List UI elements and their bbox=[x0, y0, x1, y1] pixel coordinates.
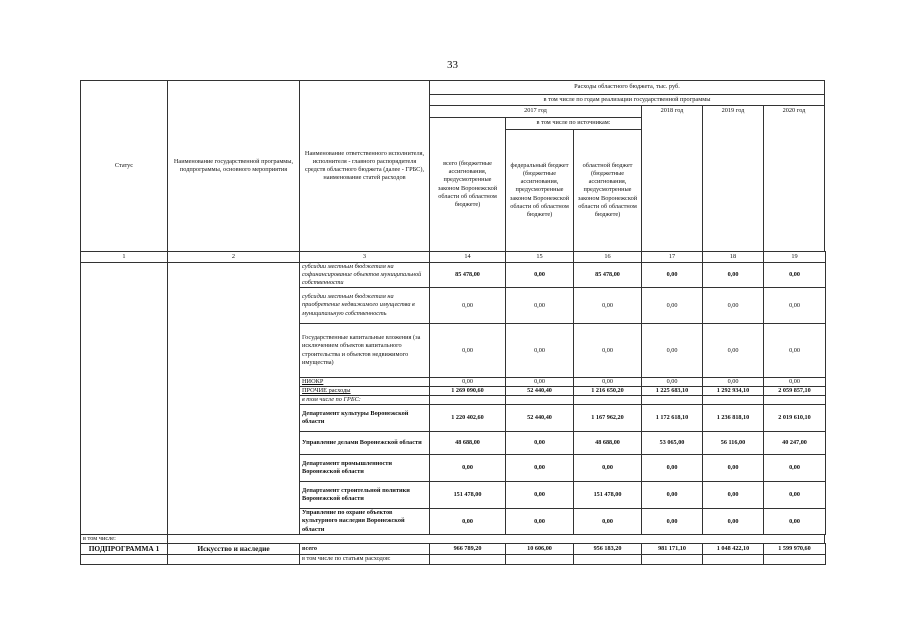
row-value: 0,00 bbox=[702, 377, 764, 387]
column-number: 19 bbox=[763, 251, 826, 263]
row-value: 0,00 bbox=[763, 287, 826, 324]
row-value: 0,00 bbox=[573, 323, 642, 378]
row-value: 0,00 bbox=[429, 454, 506, 482]
row-label bbox=[299, 481, 430, 509]
row-value: 1 167 962,20 bbox=[573, 404, 642, 432]
column-number: 17 bbox=[641, 251, 703, 263]
row-value: 56 116,00 bbox=[702, 431, 764, 455]
row-label bbox=[299, 404, 430, 432]
row-label bbox=[299, 454, 430, 482]
row-label-text: Департамент строительной политики Воронежской области bbox=[302, 486, 410, 502]
header-by-sources: в том числе по источникам: bbox=[505, 117, 642, 130]
row-label-text: Управление делами Воронежской области bbox=[302, 438, 422, 446]
row-value: 52 440,40 bbox=[505, 404, 574, 432]
row-value: 40 247,00 bbox=[763, 431, 826, 455]
empty-cell bbox=[505, 554, 574, 565]
empty-cell bbox=[763, 554, 826, 565]
header-by-years: в том числе по годам реализации государственной программы bbox=[429, 94, 825, 106]
row-value: 0,00 bbox=[505, 323, 574, 378]
header-program-name: Наименование государственной программы, подпрограммы, основного мероприятия bbox=[167, 80, 300, 252]
row-label-text: НИОКР bbox=[302, 377, 324, 385]
row-label-text: Департамент культуры Воронежской области bbox=[302, 409, 409, 425]
row-value: 0,00 bbox=[641, 508, 703, 535]
subprogram-name: Искусство и наследие bbox=[167, 543, 300, 555]
header-2017: 2017 год bbox=[429, 105, 642, 118]
header-regional-2017: областной бюджет (бюджетные ассигнования, предусмотренные законом Воронежской области об областном бюджете) bbox=[573, 129, 642, 252]
subprogram-label: всего bbox=[299, 543, 430, 555]
row-value: 0,00 bbox=[702, 454, 764, 482]
row-label bbox=[299, 508, 430, 535]
row-value: 1 236 818,10 bbox=[702, 404, 764, 432]
page-number: 33 bbox=[447, 59, 458, 71]
row-value: 0,00 bbox=[429, 508, 506, 535]
row-value: 0,00 bbox=[702, 262, 764, 288]
row-value: 0,00 bbox=[505, 287, 574, 324]
row-label-text: ПРОЧИЕ расходы bbox=[302, 386, 351, 394]
row-value: 1 225 683,10 bbox=[641, 386, 703, 396]
row-value: 0,00 bbox=[763, 262, 826, 288]
row-label-text: субсидии местным бюджетам на приобретение недвижимого имущества в муниципальную собственность bbox=[302, 293, 415, 317]
row-value: 0,00 bbox=[702, 287, 764, 324]
row-value: 0,00 bbox=[573, 287, 642, 324]
empty-cell bbox=[573, 554, 642, 565]
row-value: 0,00 bbox=[763, 481, 826, 509]
row-value: 0,00 bbox=[505, 481, 574, 509]
row-value: 0,00 bbox=[763, 508, 826, 535]
row-value: 1 292 934,10 bbox=[702, 386, 764, 396]
subprogram-value: 981 171,10 bbox=[641, 543, 703, 555]
empty-cell bbox=[80, 554, 168, 565]
row-value: 0,00 bbox=[702, 323, 764, 378]
row-value: 85 478,00 bbox=[429, 262, 506, 288]
row-label-text: Департамент промышленности Воронежской области bbox=[302, 459, 393, 475]
row-value: 48 688,00 bbox=[429, 431, 506, 455]
row-value: 151 478,00 bbox=[573, 481, 642, 509]
row-value: 151 478,00 bbox=[429, 481, 506, 509]
row-value: 85 478,00 bbox=[573, 262, 642, 288]
row-value: 1 269 090,60 bbox=[429, 386, 506, 396]
row-label bbox=[299, 431, 430, 455]
row-value: 0,00 bbox=[702, 508, 764, 535]
row-value: 0,00 bbox=[429, 377, 506, 387]
subprogram-status: ПОДПРОГРАММА 1 bbox=[80, 543, 168, 555]
row-value: 2 059 857,10 bbox=[763, 386, 826, 396]
empty-cell bbox=[702, 554, 764, 565]
subprogram-value: 1 048 422,10 bbox=[702, 543, 764, 555]
row-value: 2 019 610,10 bbox=[763, 404, 826, 432]
row-label bbox=[299, 323, 430, 378]
row-value: 0,00 bbox=[573, 454, 642, 482]
row-label bbox=[299, 287, 430, 324]
header-expenses: Расходы областного бюджета, тыс. руб. bbox=[429, 80, 825, 95]
breakdown-label: в том числе по статьям расходов: bbox=[299, 554, 430, 565]
row-value: 1 220 402,60 bbox=[429, 404, 506, 432]
row-value: 0,00 bbox=[429, 323, 506, 378]
row-value: 0,00 bbox=[641, 262, 703, 288]
row-value: 0,00 bbox=[641, 481, 703, 509]
subprogram-value: 1 599 970,60 bbox=[763, 543, 826, 555]
row-value: 0,00 bbox=[641, 323, 703, 378]
row-value: 1 216 650,20 bbox=[573, 386, 642, 396]
program-empty-cell bbox=[167, 262, 300, 535]
row-value: 0,00 bbox=[641, 377, 703, 387]
status-empty-cell bbox=[80, 262, 168, 535]
header-federal-2017: федеральный бюджет (бюджетные ассигнования, предусмотренные законом Воронежской области об областном бюджете) bbox=[505, 129, 574, 252]
row-value: 1 172 618,10 bbox=[641, 404, 703, 432]
header-executor: Наименование ответственного исполнителя, исполнителя - главного распорядителя средств областного бюджета (далее - ГРБС), наименование статей расходов bbox=[299, 80, 430, 252]
row-value: 0,00 bbox=[505, 431, 574, 455]
row-value: 53 065,00 bbox=[641, 431, 703, 455]
row-label-text: в том числе по ГРБС: bbox=[302, 395, 361, 403]
subprogram-value: 10 606,00 bbox=[505, 543, 574, 555]
column-number: 2 bbox=[167, 251, 300, 263]
header-2018: 2018 год bbox=[641, 105, 703, 252]
row-value: 0,00 bbox=[573, 508, 642, 535]
column-number: 15 bbox=[505, 251, 574, 263]
header-status: Статус bbox=[80, 80, 168, 252]
row-label-text: Государственные капитальные вложения (за исключением объектов капитального строительства и объектов недвижимого имущества) bbox=[302, 334, 421, 366]
row-value: 0,00 bbox=[429, 287, 506, 324]
row-label-text: субсидии местным бюджетам на софинансирование объектов муниципальной собственности bbox=[302, 262, 422, 287]
row-value: 0,00 bbox=[702, 481, 764, 509]
budget-table bbox=[80, 80, 824, 573]
row-value: 0,00 bbox=[641, 454, 703, 482]
column-number: 1 bbox=[80, 251, 168, 263]
row-value: 0,00 bbox=[505, 454, 574, 482]
empty-cell bbox=[429, 554, 506, 565]
empty-cell bbox=[167, 554, 300, 565]
header-total-2017: всего (бюджетные ассигнования, предусмотренные законом Воронежской области об областном бюджете) bbox=[429, 117, 506, 252]
header-2020: 2020 год bbox=[763, 105, 825, 252]
in-that-number: в том числе: bbox=[80, 534, 168, 544]
subprogram-value: 956 183,20 bbox=[573, 543, 642, 555]
row-value: 0,00 bbox=[505, 377, 574, 387]
row-value: 0,00 bbox=[505, 262, 574, 288]
row-value: 0,00 bbox=[763, 377, 826, 387]
row-value: 48 688,00 bbox=[573, 431, 642, 455]
column-number: 18 bbox=[702, 251, 764, 263]
row-value: 0,00 bbox=[641, 287, 703, 324]
subprogram-value: 966 789,20 bbox=[429, 543, 506, 555]
row-label bbox=[299, 262, 430, 288]
row-label-text: Управление по охране объектов культурного наследия Воронежской области bbox=[302, 509, 405, 533]
column-number: 14 bbox=[429, 251, 506, 263]
header-2019: 2019 год bbox=[702, 105, 764, 252]
column-number: 16 bbox=[573, 251, 642, 263]
empty-cell bbox=[641, 554, 703, 565]
row-value: 0,00 bbox=[763, 454, 826, 482]
row-value: 0,00 bbox=[573, 377, 642, 387]
column-number: 3 bbox=[299, 251, 430, 263]
row-value: 0,00 bbox=[763, 323, 826, 378]
row-value: 52 440,40 bbox=[505, 386, 574, 396]
row-value: 0,00 bbox=[505, 508, 574, 535]
